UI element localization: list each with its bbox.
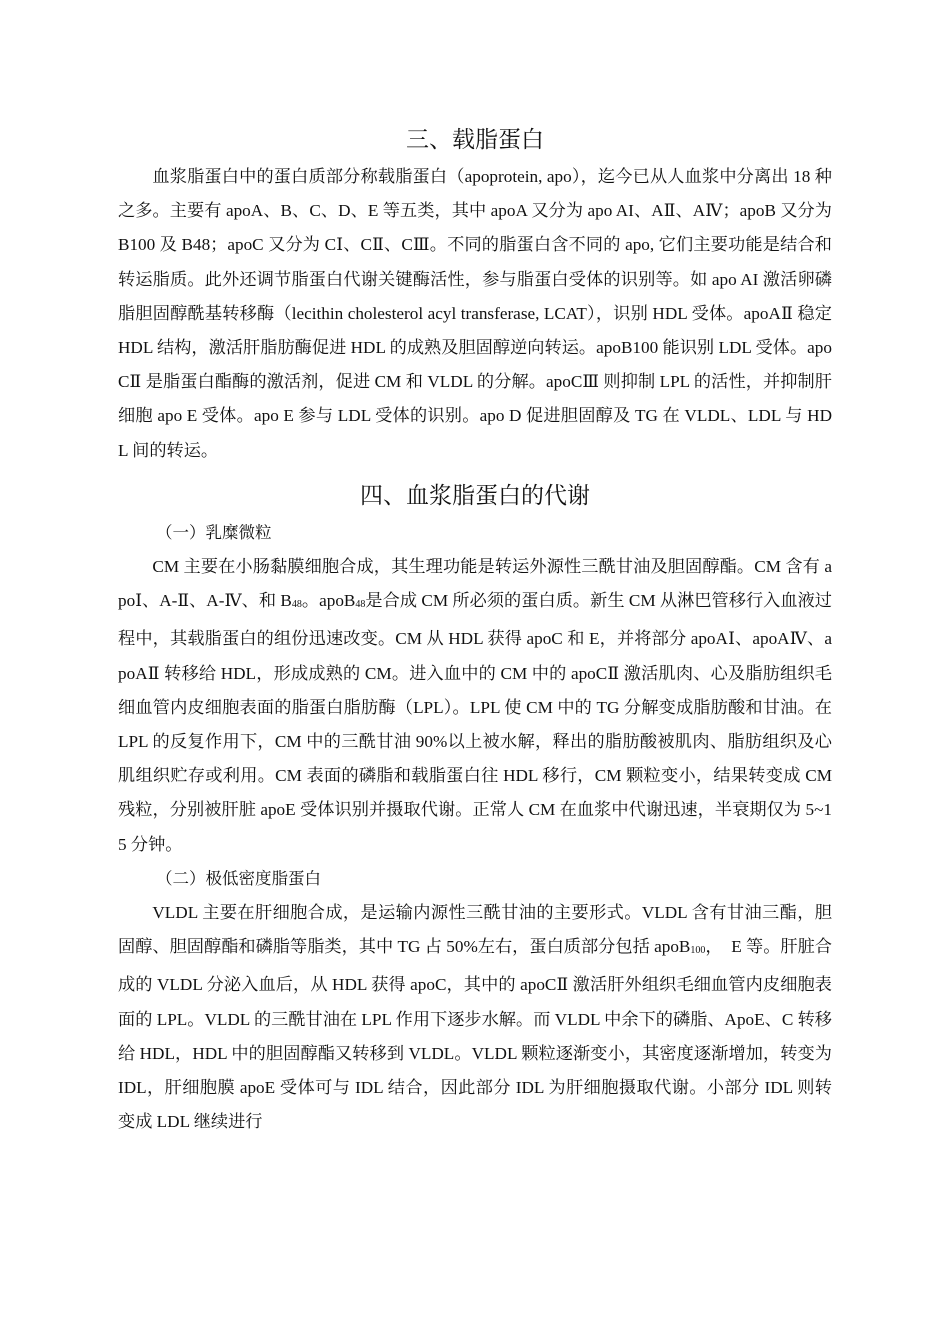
paragraph-text: CM 主要在小肠黏膜细胞合成，其生理功能是转运外源性三酰甘油及胆固醇酯。CM 含有 apoⅠ、A-Ⅱ、A-Ⅳ、和 B <box>118 557 832 611</box>
paragraph-apolipoprotein: 血浆脂蛋白中的蛋白质部分称载脂蛋白（apoprotein, apo），迄今已从人血浆中分离出 18 种之多。主要有 apoA、B、C、D、E 等五类，其中 apoA 又分为 apo AI、AⅡ、AⅣ；apoB 又分为B100 及 B48；apoC 又分为 CⅠ、CⅡ、CⅢ。不同的脂蛋白含不同的 apo, 它们主要功能是结合和转运脂质。此外还调节脂蛋白代谢关键酶活性，参与脂蛋白受体的识别等。如 apo AI 激活卵磷脂胆固醇酰基转移酶（lecithin cholesterol acyl transferase, LCAT），识别 HDL 受体。apoAⅡ 稳定 HDL 结构，激活肝脂肪酶促进 HDL 的成熟及胆固醇逆向转运。apoB100 能识别 LDL 受体。apoCⅡ 是脂蛋白酯酶的激活剂，促进 CM 和 VLDL 的分解。apoCⅢ 则抑制 LPL 的活性，并抑制肝细胞 apo E 受体。apo E 参与 LDL 受体的识别。apo D 促进胆固醇及 TG 在 VLDL、LDL 与 HDL 间的转运。 <box>118 167 832 460</box>
section-title-apolipoprotein: 三、载脂蛋白 <box>406 127 544 153</box>
subscript: 100 <box>690 945 706 957</box>
paragraph-text: 是合成 CM 所必须的蛋白质。新生 CM 从淋巴管移行入血液过程中，其载脂蛋白的组份迅速改变。CM 从 HDL 获得 apoC 和 E，并将部分 apoAⅠ、apoAⅣ、apoAⅡ 转移给 HDL，形成成熟的 CM。进入血中的 CM 中的 apoCⅡ 激活肌肉、心及脂肪组织毛细血管内皮细胞表面的脂蛋白脂肪酶（LPL）。LPL 使 CM 中的 TG 分解变成脂肪酸和甘油。在 LPL 的反复作用下，CM 中的三酰甘油 90%以上被水解，释出的脂肪酸被肌肉、脂肪组织及心肌组织贮存或利用。CM 表面的磷脂和载脂蛋白往 HDL 移行，CM 颗粒变小，结果转变成 CM 残粒，分别被肝脏 apoE 受体识别并摄取代谢。正常人 CM 在血浆中代谢迅速，半衰期仅为 5~15 分钟。 <box>118 591 832 854</box>
section-title-lipoprotein-metabolism: 四、血浆脂蛋白的代谢 <box>360 482 590 509</box>
paragraph-vldl <box>118 896 832 1139</box>
document-content <box>118 118 832 1139</box>
subheading-vldl: （二）极低密度脂蛋白 <box>155 868 321 888</box>
paragraph-text: 。apoB <box>301 591 356 611</box>
paragraph-text: VLDL 主要在肝细胞合成，是运输内源性三酰甘油的主要形式。VLDL 含有甘油三酯，胆固醇、胆固醇酯和磷脂等脂类，其中 TG 占 50%左右，蛋白质部分包括 apoB <box>118 903 832 957</box>
subscript: 48 <box>355 599 366 611</box>
paragraph-chylomicron <box>118 550 832 862</box>
paragraph-text: ， E 等。肝脏合成的 VLDL 分泌入血后，从 HDL 获得 apoC，其中的 apoCⅡ 激活肝外组织毛细血管内皮细胞表面的 LPL。VLDL 的三酰甘油在 LPL 作用下逐步水解。而 VLDL 中余下的磷脂、ApoE、C 转移给 HDL，HDL 中的胆固醇酯又转移到 VLDL。VLDL 颗粒逐渐变小，其密度逐渐增加，转变为 IDL，肝细胞膜 apoE 受体可与 IDL 结合，因此部分 IDL 为肝细胞摄取代谢。小部分 IDL 则转变成 LDL 继续进行 <box>118 937 832 1132</box>
subheading-chylomicron: （一）乳糜微粒 <box>155 522 272 542</box>
subscript: 48 <box>291 599 302 611</box>
